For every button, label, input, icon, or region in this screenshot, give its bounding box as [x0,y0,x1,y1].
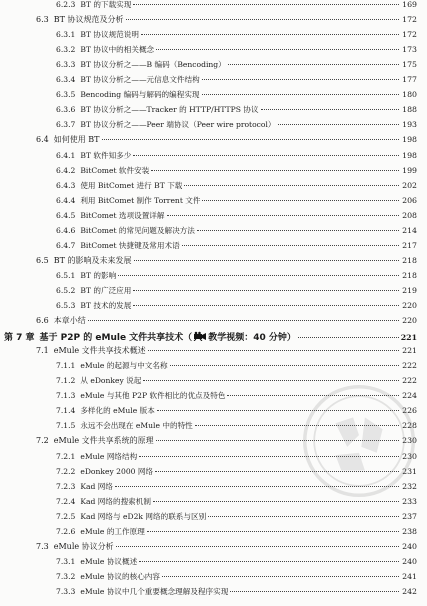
toc-entry-title-text: BitComet 选项设置详解 [80,210,165,220]
toc-leader-dots [139,561,399,562]
toc-entry-number: 7.1.3 [56,391,76,401]
toc-entry-number: 6.5.1 [56,270,76,280]
toc-entry-title-text: BT 协议规范说明 [80,30,139,40]
toc-entry-number: 7.3 [36,541,49,551]
toc-entry-title-text: Kad 网络 [80,481,113,491]
toc-entry-title-text: 多样化的 eMule 版本 [80,406,155,416]
toc-section-entry [36,135,417,145]
toc-entry-number: 7.2.3 [56,481,76,491]
toc-entry-number: 7.1.4 [56,406,76,416]
toc-entry-title-text: 从 eDonkey 说起 [80,376,142,386]
toc-entry-title [80,151,131,161]
toc-entry-number: 7.1 [36,346,49,356]
toc-entry-number: 6.4.6 [56,225,76,235]
toc-page-number: 202 [402,180,417,190]
toc-subsection-entry [56,151,417,161]
toc-entry-title [80,421,192,431]
toc-entry-number: 6.5.2 [56,285,76,295]
toc-page-number: 221 [400,333,417,343]
toc-page-number: 220 [402,316,417,326]
toc-subsection-entry [56,211,417,221]
toc-entry-title [80,391,225,401]
toc-page-number: 240 [402,556,417,566]
toc-entry-title-text: Kad 网络与 eD2k 网络的联系与区别 [80,511,207,521]
toc-leader-dots [126,19,400,20]
toc-entry-title [80,512,206,522]
toc-subsection-entry [56,226,417,236]
toc-section-entry [36,542,417,552]
toc-entry-title [80,166,149,176]
toc-entry-title-text: 利用 BitComet 制作 Torrent 文件 [80,195,201,205]
toc-leader-dots [156,49,399,50]
toc-leader-dots [88,320,399,321]
toc-entry-number: 7.2.4 [56,496,76,506]
toc-leader-dots [118,275,399,276]
toc-page-number: 228 [402,421,417,431]
toc-leader-dots [278,124,399,125]
toc-page-number: 224 [402,391,417,401]
toc-entry-title-suffix: 教学视频：40 分钟） [208,333,296,344]
toc-entry-number: 6.3.1 [56,30,76,40]
toc-entry-title-text: BT 协议规范及分析 [53,15,124,25]
toc-entry-number: 6.3.7 [56,120,76,130]
toc-leader-dots [202,79,399,80]
toc-section-entry [36,316,417,326]
toc-entry-title [54,316,86,326]
toc-entry-title [80,226,195,236]
toc-page-number: 238 [402,526,417,536]
toc-page-number: 175 [402,60,417,70]
toc-entry-title-text: 永远不会出现在 eMule 中的特性 [80,421,193,431]
toc-entry-title [40,331,296,343]
toc-subsection-entry [56,527,417,537]
toc-entry-number: 7.1.2 [56,376,76,386]
toc-page-number: 180 [402,90,417,100]
toc-page-number: 242 [402,586,417,596]
toc-entry-number: 7.2.1 [56,451,76,461]
toc-leader-dots [102,139,400,140]
toc-entry-number: 6.3.3 [56,60,76,70]
toc-entry-title [80,376,141,386]
toc-page-number: 177 [402,75,417,85]
toc-entry-number: 6.2.3 [56,0,76,9]
toc-entry-title [80,30,139,40]
toc-subsection-entry [56,30,417,40]
toc-page-number: 221 [402,346,417,356]
toc-entry-title [54,256,132,266]
toc-entry-title [80,75,199,85]
toc-entry-title [54,135,100,145]
toc-page-number: 220 [402,301,417,310]
toc-chapter-entry [4,331,417,344]
toc-page-number: 188 [402,105,417,115]
toc-subsection-entry [56,241,417,251]
toc-leader-dots [147,531,399,532]
toc-entry-number: 6.4.2 [56,165,76,175]
toc-subsection-entry [56,361,417,371]
toc-entry-number: 6.4 [36,135,49,145]
toc-entry-title [54,436,154,446]
toc-entry-title-text: eMule 文件共享系统的原理 [53,436,154,446]
toc-page-number: 193 [402,120,417,130]
toc-entry-title [80,241,179,251]
toc-entry-number: 6.3.6 [56,105,76,115]
toc-entry-number: 6.3.4 [56,75,76,85]
toc-entry-number: 6.4.5 [56,210,76,220]
toc-section-entry [36,346,417,356]
toc-subsection-entry [56,105,417,115]
toc-entry-number: 7.2 [36,436,49,446]
toc-leader-dots [151,170,399,171]
toc-leader-dots [261,109,399,110]
toc-entry-title [80,572,160,582]
toc-entry-title [80,196,200,206]
toc-entry-number: 6.3.5 [56,90,76,100]
toc-entry-title-text: BT 协议中的相关概念 [80,45,155,55]
toc-entry-title [80,45,154,55]
toc-page-number: 222 [402,376,417,386]
toc-entry-number: 6.4.3 [56,180,76,190]
toc-entry-title-text: BT 的影响 [80,270,117,280]
toc-entry-title-text: 本章小结 [53,316,86,326]
toc-entry-number: 7.3.3 [56,586,76,596]
toc-subsection-entry [56,120,417,130]
toc-entry-title-text: eMule 协议的核心内容 [80,571,160,581]
toc-entry-title-text: BT 的影响及未来发展 [53,255,132,265]
toc-leader-dots [116,546,399,547]
toc-entry-title [80,301,131,311]
toc-leader-dots [202,200,399,201]
toc-leader-dots [153,501,399,502]
toc-subsection-entry [56,90,417,100]
toc-page-number: 198 [402,150,417,160]
toc-entry-title [80,452,137,462]
toc-page-number: 233 [402,496,417,506]
toc-entry-title-text: Kad 网络的搜索机制 [80,496,151,506]
toc-subsection-entry [56,45,417,55]
toc-entry-title [80,271,116,281]
toc-entry-title-text: 基于 P2P 的 eMule 文件共享技术（ [39,333,193,344]
toc-entry-title-text: BitComet 软件安装 [80,165,150,175]
toc-leader-dots [197,230,399,231]
toc-entry-title [80,497,151,507]
toc-entry-title [80,467,153,477]
toc-entry-title [80,406,154,416]
toc-leader-dots [134,260,400,261]
toc-leader-dots [208,516,399,517]
toc-leader-dots [133,305,399,306]
toc-entry-number: 7.2.6 [56,526,76,536]
toc-page-number: 240 [402,541,417,551]
toc-page-number: 169 [402,0,417,9]
toc-page-number: 172 [402,30,417,40]
toc-leader-dots [141,34,399,35]
toc-subsection-entry [56,557,417,567]
toc-page-number: 199 [402,165,417,175]
toc-page-number: 230 [402,451,417,461]
toc-page-number: 218 [402,270,417,280]
toc-page-number: 241 [402,571,417,581]
toc-entry-title [80,181,182,191]
toc-page-number: 219 [402,285,417,295]
toc-leader-dots [228,64,399,65]
toc-entry-number: 7.2.2 [56,466,76,476]
toc-entry-title [80,527,144,537]
toc-entry-title-text: BT 软件知多少 [80,150,132,160]
toc-entry-title-text: eMule 协议概述 [80,556,138,566]
toc-page-number: 237 [402,511,417,521]
toc-page-number: 217 [402,240,417,250]
toc-entry-number: 6.5 [36,255,49,265]
toc-entry-number: 6.5.3 [56,301,76,310]
toc-entry-number: 第 7 章 [4,333,35,344]
toc-entry-title-text: BT 协议分析之——元信息文件结构 [80,75,200,85]
toc-subsection-entry [56,587,417,597]
toc-entry-title [80,60,225,70]
toc-entry-title [54,15,124,25]
toc-page-number: 231 [402,466,417,476]
toc-entry-title-text: BT 的广泛应用 [80,285,132,295]
toc-entry-number: 7.1.1 [56,361,76,371]
toc-entry-number: 6.6 [36,316,49,326]
toc-page-number: 198 [402,135,417,145]
toc-entry-title [80,557,137,567]
toc-subsection-entry [56,0,417,10]
toc-entry-title-text: BitComet 快捷键及常用术语 [80,240,180,250]
toc-leader-dots [162,576,399,577]
toc-entry-title-text: BitComet 的常见问题及解决方法 [80,225,195,235]
toc-page-number: 206 [402,195,417,205]
toc-section-entry [36,15,417,25]
toc-entry-number: 7.2.5 [56,511,76,521]
toc-page-number: 172 [402,15,417,25]
toc-entry-title-text: BT 协议分析之——B 编码（Bencoding） [80,60,226,70]
toc-entry-title [54,542,114,552]
toc-page-number: 222 [402,361,417,371]
toc-entry-title-text: eMule 的起源与中文名称 [80,361,168,371]
toc-page-number: 230 [402,436,417,446]
video-camera-icon [193,331,207,341]
toc-entry-title-text: eMule 文件共享技术概述 [53,346,146,356]
toc-entry-title-text: eMule 协议中几个重要概念理解及程序实现 [80,586,229,596]
toc-page-number: 173 [402,45,417,55]
toc-entry-title-text: 如何使用 BT [53,135,100,145]
toc-leader-dots [298,337,399,338]
toc-entry-title-text: BT 技术的发展 [80,301,132,310]
toc-entry-title [80,211,164,221]
toc-subsection-entry [56,286,417,296]
toc-page-number: 208 [402,210,417,220]
toc-subsection-entry [56,75,417,85]
toc-entry-number: 7.1.5 [56,421,76,431]
toc-entry-number: 6.4.7 [56,240,76,250]
toc-entry-number: 6.3 [36,15,49,25]
toc-entry-title [80,120,275,130]
toc-entry-title [80,90,199,100]
toc-subsection-entry [56,572,417,582]
toc-entry-title-text: BT 的下载实现 [80,0,132,9]
toc-entry-number: 6.4.4 [56,195,76,205]
library-seal-watermark [300,382,418,500]
toc-section-entry [36,256,417,266]
toc-subsection-entry [56,166,417,176]
toc-entry-number: 6.3.2 [56,45,76,55]
toc-page-number: 232 [402,481,417,491]
toc-leader-dots [170,365,399,366]
toc-leader-dots [182,245,399,246]
toc-entry-number: 7.3.1 [56,556,76,566]
toc-leader-dots [184,185,399,186]
toc-subsection-entry [56,512,417,522]
toc-entry-title-text: eDonkey 2000 网络 [80,466,154,476]
toc-subsection-entry [56,181,417,191]
toc-leader-dots [133,290,399,291]
toc-leader-dots [133,4,399,5]
toc-entry-number: 7.3.2 [56,571,76,581]
toc-leader-dots [202,94,399,95]
toc-subsection-entry [56,271,417,281]
toc-entry-title-text: eMule 的工作原理 [80,526,145,536]
toc-leader-dots [133,155,399,156]
toc-entry-number: 6.4.1 [56,150,76,160]
toc-subsection-entry [56,196,417,206]
toc-subsection-entry [56,60,417,70]
toc-entry-title-text: BT 协议分析之——Tracker 的 HTTP/HTTPS 协议 [80,105,259,115]
toc-page-number: 218 [402,255,417,265]
toc-entry-title-text: BT 协议分析之——Peer 端协议（Peer wire protocol） [80,120,276,130]
toc-entry-title [80,105,258,115]
toc-entry-title [80,286,131,296]
toc-entry-title [80,361,167,371]
toc-leader-dots [230,591,399,592]
toc-leader-dots [167,215,400,216]
toc-leader-dots [148,350,399,351]
toc-entry-title-text: eMule 网络结构 [80,451,138,461]
toc-entry-title-text: Bencoding 编码与解码的编程实现 [80,90,200,100]
toc-entry-title-text: eMule 与其他 P2P 软件相比的优点及特色 [80,391,226,401]
toc-entry-title [80,482,113,492]
toc-page-number: 214 [402,225,417,235]
toc-entry-title-text: eMule 协议分析 [53,541,114,551]
toc-entry-title-text: 使用 BitComet 进行 BT 下载 [80,180,183,190]
toc-entry-title [80,587,228,597]
toc-entry-title [80,0,131,10]
toc-entry-title [54,346,146,356]
toc-page-number: 226 [402,406,417,416]
toc-subsection-entry [56,301,417,311]
